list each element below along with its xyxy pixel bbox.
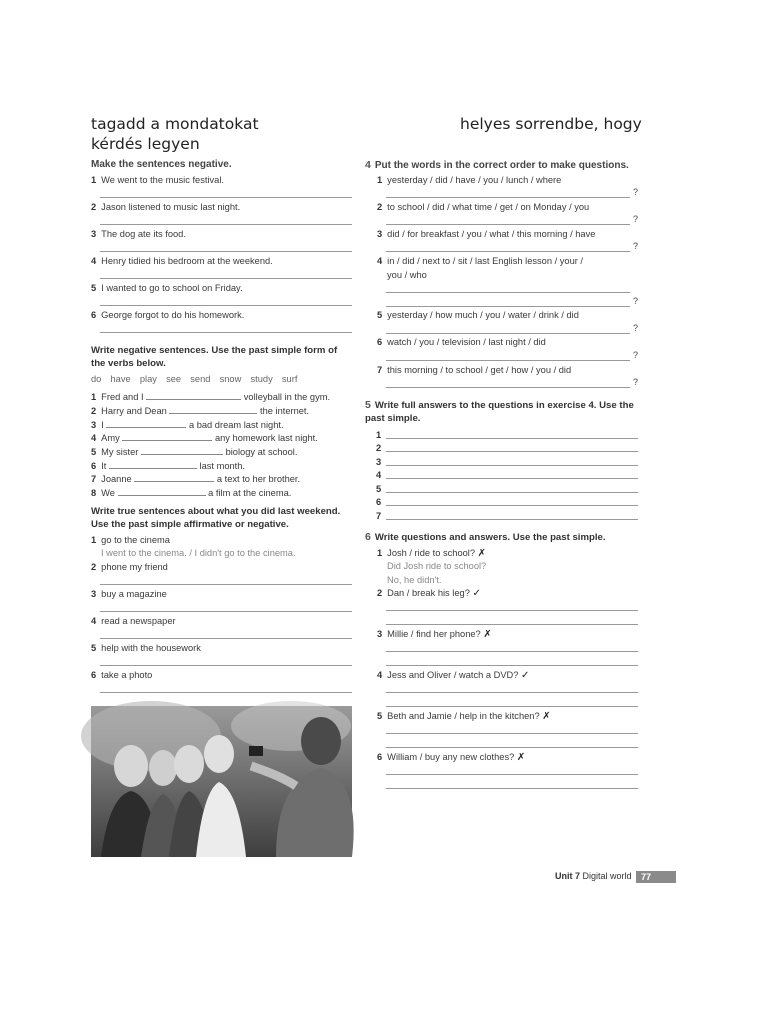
answer-line[interactable] [100, 584, 352, 585]
ex3-item-5: 5 help with the housework [91, 643, 201, 653]
ex6-example-answer: No, he didn't. [387, 575, 442, 585]
answer-line[interactable] [386, 306, 630, 307]
ex5-num-4: 4 [376, 470, 382, 480]
answer-line[interactable] [386, 665, 638, 666]
page-number: 77 [641, 872, 652, 882]
answer-line[interactable] [386, 733, 638, 734]
cross-icon: ✗ [542, 711, 551, 722]
answer-line[interactable] [386, 610, 638, 611]
answer-line[interactable] [100, 278, 352, 279]
photo-illustration [91, 706, 352, 857]
answer-line[interactable] [386, 624, 638, 625]
answer-line[interactable] [100, 197, 352, 198]
ex1-item-1: 1 We went to the music festival. [91, 175, 224, 185]
answer-line[interactable] [386, 224, 630, 225]
ex3-item-4: 4 read a newspaper [91, 616, 176, 626]
ex3-item-6: 6 take a photo [91, 670, 153, 680]
header-left-line1: tagadd a mondatokat [91, 115, 259, 133]
answer-line[interactable] [100, 332, 352, 333]
ex3-title: Write true sentences about what you did last weekend. Use the past simple affirmative or negative. [91, 506, 341, 530]
answer-line[interactable] [386, 505, 638, 506]
answer-line[interactable] [386, 788, 638, 789]
cross-icon: ✗ [483, 629, 492, 640]
cross-icon: ✗ [516, 752, 526, 763]
ex6-item-3: 3 Millie / find her phone? ✗ [377, 629, 492, 640]
ex1-item-2: 2 Jason listened to music last night. [91, 202, 241, 212]
answer-line[interactable] [386, 360, 630, 361]
friends-photo [91, 706, 352, 857]
ex5-num-7: 7 [376, 511, 382, 521]
gap-blank[interactable] [109, 459, 197, 469]
answer-line[interactable] [100, 224, 352, 225]
ex5-num-1: 1 [376, 430, 382, 440]
ex4-item-5: 5 yesterday / how much / you / water / drink / did [377, 310, 579, 320]
question-mark: ? [633, 377, 639, 387]
question-mark: ? [633, 187, 639, 197]
answer-line[interactable] [386, 747, 638, 748]
ex2-title: Write negative sentences. Use the past simple form of the verbs below. [91, 345, 338, 369]
check-icon: ✓ [521, 670, 530, 681]
header-left-line2: kérdés legyen [91, 135, 200, 153]
ex5-num-2: 2 [376, 443, 382, 453]
ex3-item-2: 2 phone my friend [91, 562, 168, 572]
footer-unit: Unit 7 Digital world [555, 871, 632, 881]
ex1-item-6: 6 George forgot to do his homework. [91, 310, 245, 320]
ex6-example-question: Did Josh ride to school? [387, 561, 487, 571]
answer-line[interactable] [386, 774, 638, 775]
ex4-item-1: 1 yesterday / did / have / you / lunch / where [377, 175, 562, 185]
ex4-item-7: 7 this morning / to school / get / how / you / did [377, 365, 572, 375]
ex2-item-4: 4 Amy any homework last night. [91, 433, 318, 443]
cross-icon: ✗ [477, 548, 487, 559]
answer-line[interactable] [100, 665, 352, 666]
ex5-num-6: 6 [376, 497, 382, 507]
answer-line[interactable] [386, 478, 638, 479]
answer-line[interactable] [386, 651, 638, 652]
ex2-item-5: 5 My sister biology at school. [91, 447, 298, 457]
answer-line[interactable] [386, 692, 638, 693]
answer-line[interactable] [100, 305, 352, 306]
answer-line[interactable] [386, 292, 630, 293]
answer-line[interactable] [386, 387, 630, 388]
ex1-title-cut: Make the sentences negative. [91, 159, 232, 170]
answer-line[interactable] [100, 692, 352, 693]
gap-blank[interactable] [134, 472, 214, 482]
gap-blank[interactable] [122, 431, 212, 441]
ex2-item-7: 7 Joanne a text to her brother. [91, 474, 301, 484]
ex4-title-cut: 4 Put the words in the correct order to make questions. [365, 159, 629, 171]
answer-line[interactable] [386, 451, 638, 452]
gap-blank[interactable] [146, 390, 241, 400]
answer-line[interactable] [386, 465, 638, 466]
gap-blank[interactable] [118, 486, 206, 496]
ex5-num-3: 3 [376, 457, 382, 467]
answer-line[interactable] [386, 197, 630, 198]
ex6-item-1: 1 Josh / ride to school? ✗ [377, 548, 487, 559]
ex6-item-6: 6 William / buy any new clothes? ✗ [377, 752, 526, 763]
ex6-item-2: 2 Dan / break his leg? ✓ [377, 588, 481, 599]
ex2-item-8: 8 We a film at the cinema. [91, 488, 292, 498]
answer-line[interactable] [386, 706, 638, 707]
ex6-item-5: 5 Beth and Jamie / help in the kitchen? ✗ [377, 711, 551, 722]
ex3-example-answer: I went to the cinema. / I didn't go to the cinema. [101, 548, 296, 558]
answer-line[interactable] [100, 638, 352, 639]
ex3-item-1: 1 go to the cinema [91, 535, 170, 545]
question-mark: ? [633, 350, 639, 360]
ex5-num-5: 5 [376, 484, 382, 494]
ex4-item-4-cont: you / who [387, 270, 427, 280]
answer-line[interactable] [386, 519, 638, 520]
ex1-item-5: 5 I wanted to go to school on Friday. [91, 283, 243, 293]
question-mark: ? [633, 296, 639, 306]
ex2-item-6: 6 It last month. [91, 461, 246, 471]
ex4-item-2: 2 to school / did / what time / get / on Monday / you [377, 202, 590, 212]
gap-blank[interactable] [141, 445, 223, 455]
answer-line[interactable] [100, 611, 352, 612]
page-number-badge [636, 871, 676, 883]
ex4-item-6: 6 watch / you / television / last night / did [377, 337, 546, 347]
question-mark: ? [633, 214, 639, 224]
ex1-item-3: 3 The dog ate its food. [91, 229, 186, 239]
ex4-item-4: 4 in / did / next to / sit / last English lesson / your / [377, 256, 584, 266]
answer-line[interactable] [100, 251, 352, 252]
gap-blank[interactable] [106, 418, 186, 428]
question-mark: ? [633, 323, 639, 333]
ex1-item-4: 4 Henry tidied his bedroom at the weekend. [91, 256, 273, 266]
answer-line[interactable] [386, 333, 630, 334]
ex5-title: 5 Write full answers to the questions in exercise 4. Use the past simple. [365, 399, 634, 424]
answer-line[interactable] [386, 492, 638, 493]
ex6-title: 6 Write questions and answers. Use the past simple. [365, 531, 606, 543]
question-mark: ? [633, 241, 639, 251]
ex3-item-3: 3 buy a magazine [91, 589, 167, 599]
ex2-wordbank: do have play see send snow study surf [91, 374, 298, 384]
gap-blank[interactable] [169, 404, 257, 414]
ex2-item-1: 1 Fred and I volleyball in the gym. [91, 392, 331, 402]
answer-line[interactable] [386, 251, 630, 252]
ex4-item-3: 3 did / for breakfast / you / what / this morning / have [377, 229, 596, 239]
header-right-line1: helyes sorrendbe, hogy [460, 115, 642, 133]
ex2-item-3: 3 I a bad dream last night. [91, 420, 284, 430]
check-icon: ✓ [472, 588, 481, 599]
ex6-item-4: 4 Jess and Oliver / watch a DVD? ✓ [377, 670, 530, 681]
answer-line[interactable] [386, 438, 638, 439]
ex2-item-2: 2 Harry and Dean the internet. [91, 406, 310, 416]
